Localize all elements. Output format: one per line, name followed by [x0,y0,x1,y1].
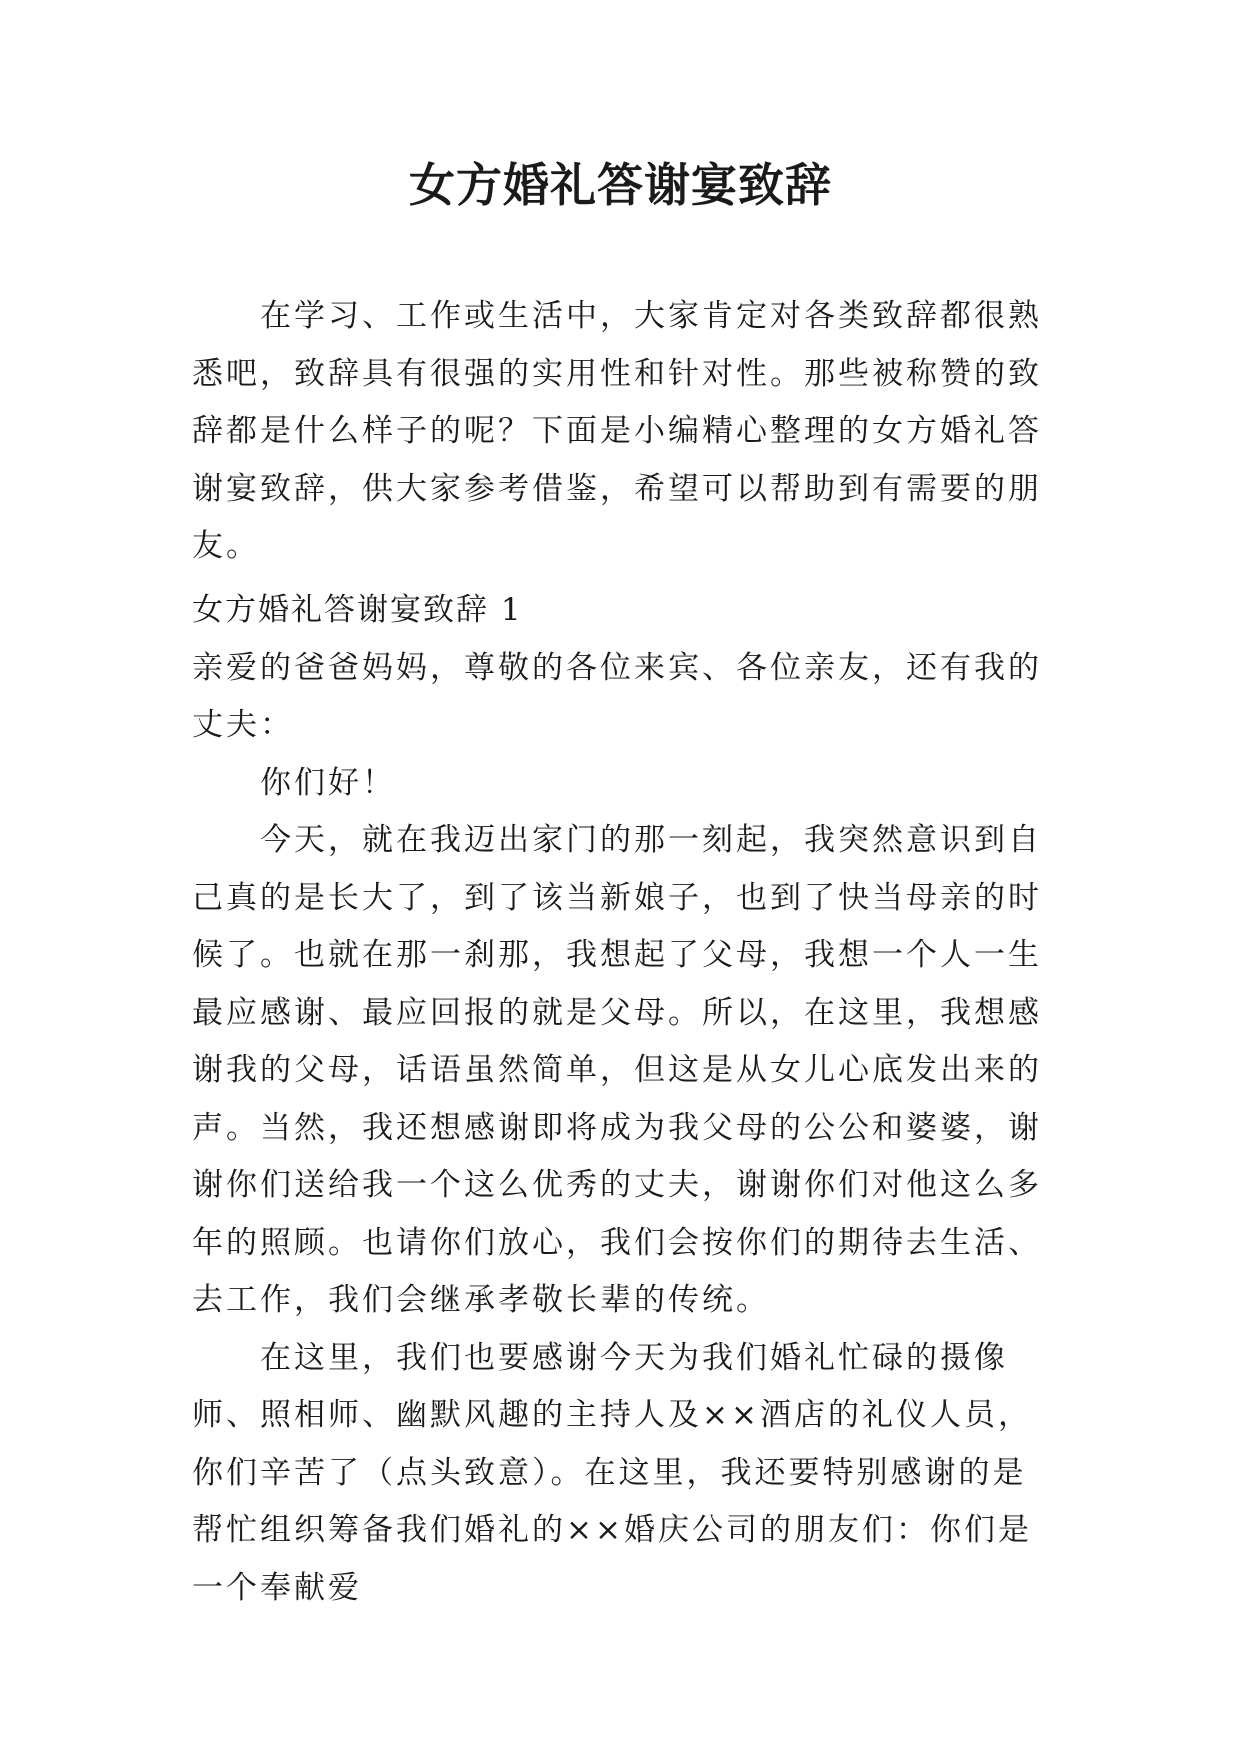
speech-paragraph-1: 今天，就在我迈出家门的那一刻起，我突然意识到自己真的是长大了，到了该当新娘子，也到了快当母亲的时候了。也就在那一刹那，我想起了父母，我想一个人一生最应感谢、最应回报的就是父母。所以，在这里，我想感谢我的父母，话语虽然简单，但这是从女儿心底发出来的声。当然，我还想感谢即将成为我父母的公公和婆婆，谢谢你们送给我一个这么优秀的丈夫，谢谢你们对他这么多年的照顾。也请你们放心，我们会按你们的期待去生活、去工作，我们会继承孝敬长辈的传统。 [192,822,1042,1318]
intro-block [192,288,1052,576]
section-heading: 女方婚礼答谢宴致辞 1 [192,592,523,628]
intro-paragraph: 在学习、工作或生活中，大家肯定对各类致辞都很熟悉吧，致辞具有很强的实用性和针对性。那些被称赞的致辞都是什么样子的呢？下面是小编精心整理的女方婚礼答谢宴致辞，供大家参考借鉴，希望可以帮助到有需要的朋友。 [192,298,1042,564]
speech-block [192,582,1052,1617]
document-title: 女方婚礼答谢宴致辞 [409,158,832,212]
speech-paragraph-2: 在这里，我们也要感谢今天为我们婚礼忙碌的摄像师、照相师、幽默风趣的主持人及××酒店的礼仪人员，你们辛苦了（点头致意）。在这里，我还要特别感谢的是帮忙组织筹备我们婚礼的××婚庆公司的朋友们：你们是一个奉献爱 [192,1339,1032,1606]
greeting: 你们好！ [260,764,396,801]
salutation: 亲爱的爸爸妈妈，尊敬的各位来宾、各位亲友，还有我的丈夫： [192,649,1042,743]
